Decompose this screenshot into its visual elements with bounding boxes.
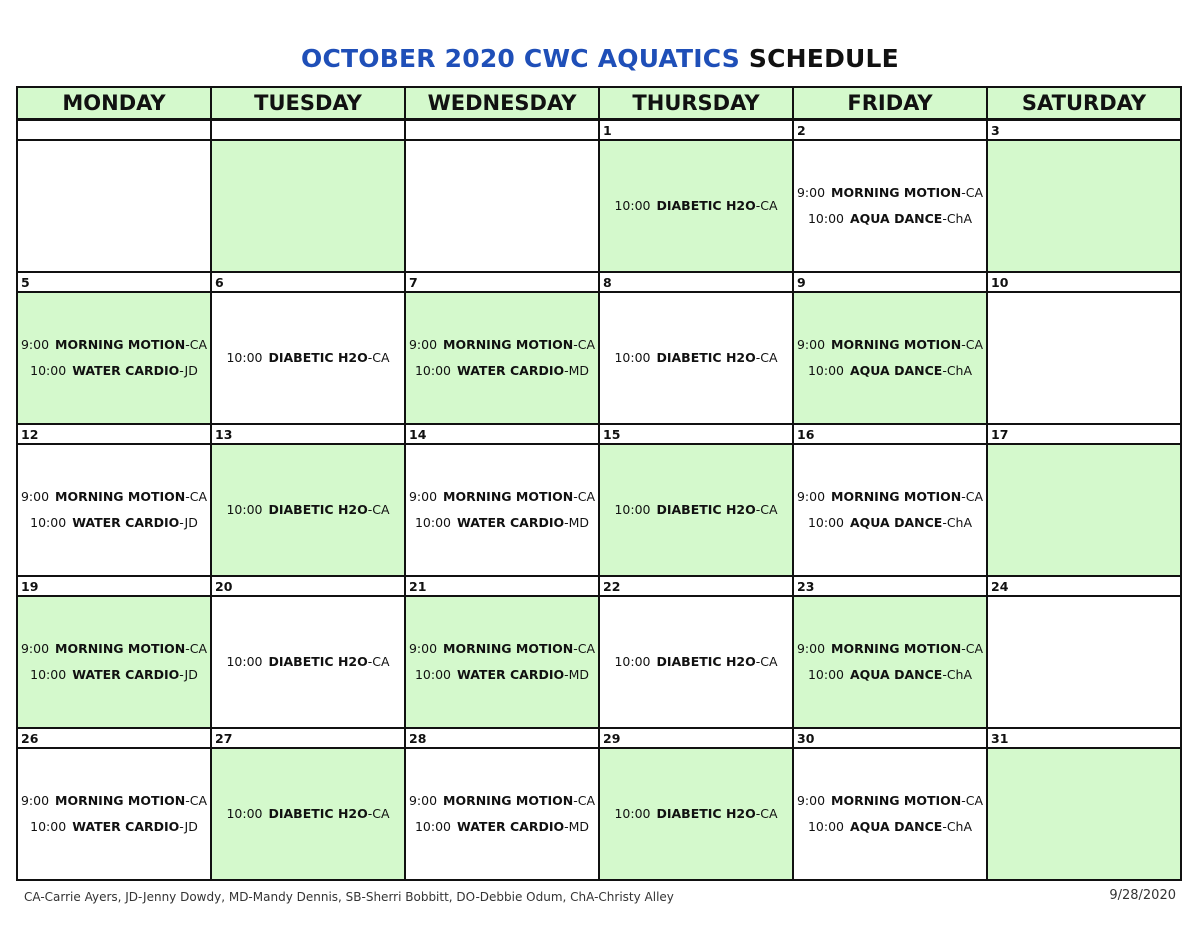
day-cell — [211, 140, 405, 272]
title-blue-part: OCTOBER 2020 CWC AQUATICS — [301, 44, 741, 73]
class-entry — [406, 332, 598, 358]
class-name: DIABETIC H2O — [656, 350, 756, 365]
day-cell — [599, 596, 793, 728]
date-number: 19 — [17, 576, 211, 596]
date-number-row — [17, 120, 1181, 141]
day-cell — [987, 596, 1181, 728]
class-name: DIABETIC H2O — [656, 198, 756, 213]
class-instructor: -CA — [367, 654, 390, 669]
class-instructor: -CA — [367, 806, 390, 821]
class-time: 10:00 — [226, 502, 263, 517]
class-entry — [794, 814, 986, 840]
class-name: MORNING MOTION — [443, 489, 574, 504]
class-instructor: -ChA — [942, 819, 973, 834]
day-cell — [987, 748, 1181, 880]
class-instructor: -CA — [755, 654, 778, 669]
class-instructor: -ChA — [942, 515, 973, 530]
class-time: 9:00 — [408, 337, 438, 352]
class-instructor: -MD — [564, 819, 590, 834]
date-number: 14 — [405, 424, 599, 444]
class-instructor: -CA — [961, 337, 984, 352]
class-instructor: -MD — [564, 363, 590, 378]
class-time: 10:00 — [30, 819, 67, 834]
class-instructor: -CA — [185, 641, 208, 656]
date-number: 9 — [793, 272, 987, 292]
day-cell — [211, 292, 405, 424]
class-instructor: -JD — [179, 515, 198, 530]
date-number: 31 — [987, 728, 1181, 748]
class-entry — [18, 510, 210, 536]
date-number: 27 — [211, 728, 405, 748]
class-instructor: -JD — [179, 819, 198, 834]
date-number: 12 — [17, 424, 211, 444]
class-instructor: -JD — [179, 363, 198, 378]
class-entry — [406, 788, 598, 814]
class-entry — [18, 358, 210, 384]
week-row — [17, 748, 1181, 880]
class-time: 10:00 — [30, 363, 67, 378]
class-entry — [18, 662, 210, 688]
date-number: 23 — [793, 576, 987, 596]
class-name: MORNING MOTION — [55, 793, 186, 808]
date-number: 2 — [793, 120, 987, 141]
weekday-header-row — [17, 87, 1181, 120]
week-row — [17, 444, 1181, 576]
day-cell — [211, 596, 405, 728]
class-instructor: -CA — [573, 489, 596, 504]
class-time: 10:00 — [614, 198, 651, 213]
class-name: DIABETIC H2O — [268, 806, 368, 821]
class-instructor: -CA — [185, 793, 208, 808]
date-number: 10 — [987, 272, 1181, 292]
class-instructor: -CA — [755, 806, 778, 821]
class-name: DIABETIC H2O — [268, 502, 368, 517]
class-name: WATER CARDIO — [457, 667, 565, 682]
date-number-row — [17, 576, 1181, 596]
date-number: 1 — [599, 120, 793, 141]
class-instructor: -CA — [367, 502, 390, 517]
class-instructor: -CA — [755, 350, 778, 365]
date-number: 16 — [793, 424, 987, 444]
date-number: 28 — [405, 728, 599, 748]
class-time: 9:00 — [796, 337, 826, 352]
class-instructor: -ChA — [942, 211, 973, 226]
class-name: WATER CARDIO — [457, 515, 565, 530]
class-entry — [600, 649, 792, 675]
class-name: MORNING MOTION — [55, 641, 186, 656]
date-number: 29 — [599, 728, 793, 748]
class-entry — [18, 788, 210, 814]
class-entry — [18, 636, 210, 662]
class-name: MORNING MOTION — [831, 185, 962, 200]
day-cell — [405, 748, 599, 880]
class-time: 10:00 — [414, 819, 451, 834]
class-instructor: -CA — [185, 489, 208, 504]
date-number: 6 — [211, 272, 405, 292]
date-number — [405, 120, 599, 141]
date-number: 17 — [987, 424, 1181, 444]
class-name: MORNING MOTION — [831, 793, 962, 808]
class-entry — [794, 788, 986, 814]
class-name: MORNING MOTION — [55, 337, 186, 352]
day-header-saturday: SATURDAY — [987, 87, 1181, 120]
date-number: 5 — [17, 272, 211, 292]
class-entry — [406, 510, 598, 536]
class-name: AQUA DANCE — [849, 515, 943, 530]
week-row — [17, 140, 1181, 272]
class-name: MORNING MOTION — [831, 489, 962, 504]
date-number-row — [17, 424, 1181, 444]
day-header-thursday: THURSDAY — [599, 87, 793, 120]
class-entry — [794, 358, 986, 384]
class-name: WATER CARDIO — [72, 667, 180, 682]
class-name: MORNING MOTION — [831, 641, 962, 656]
class-name: AQUA DANCE — [849, 667, 943, 682]
class-name: AQUA DANCE — [849, 363, 943, 378]
class-name: DIABETIC H2O — [656, 502, 756, 517]
date-number-row — [17, 728, 1181, 748]
class-instructor: -ChA — [942, 363, 973, 378]
date-number: 26 — [17, 728, 211, 748]
class-name: WATER CARDIO — [72, 515, 180, 530]
day-cell — [987, 140, 1181, 272]
day-header-tuesday: TUESDAY — [211, 87, 405, 120]
class-name: MORNING MOTION — [443, 641, 574, 656]
class-entry — [794, 662, 986, 688]
class-entry — [600, 497, 792, 523]
class-entry — [406, 358, 598, 384]
title-black-part: SCHEDULE — [748, 44, 899, 73]
class-entry — [406, 484, 598, 510]
week-row — [17, 596, 1181, 728]
date-number: 30 — [793, 728, 987, 748]
class-time: 10:00 — [414, 363, 451, 378]
date-number: 3 — [987, 120, 1181, 141]
class-entry — [18, 332, 210, 358]
class-instructor: -CA — [755, 502, 778, 517]
day-cell — [17, 292, 211, 424]
date-number: 20 — [211, 576, 405, 596]
day-cell — [987, 444, 1181, 576]
class-entry — [794, 332, 986, 358]
class-entry — [212, 497, 404, 523]
class-time: 10:00 — [614, 806, 651, 821]
class-instructor: -CA — [961, 185, 984, 200]
class-name: DIABETIC H2O — [268, 654, 368, 669]
day-cell — [17, 596, 211, 728]
class-time: 10:00 — [226, 654, 263, 669]
class-time: 10:00 — [414, 515, 451, 530]
class-time: 9:00 — [20, 641, 50, 656]
class-entry — [794, 206, 986, 232]
page-title — [0, 44, 1200, 73]
revision-date: 9/28/2020 — [1109, 888, 1176, 903]
class-name: AQUA DANCE — [849, 819, 943, 834]
class-entry — [794, 484, 986, 510]
day-cell — [17, 748, 211, 880]
class-entry — [212, 801, 404, 827]
class-time: 10:00 — [614, 654, 651, 669]
day-header-friday: FRIDAY — [793, 87, 987, 120]
instructor-legend: CA-Carrie Ayers, JD-Jenny Dowdy, MD-Mandy Dennis, SB-Sherri Bobbitt, DO-Debbie Odum, ChA-Christy Alley — [24, 890, 674, 904]
class-entry — [406, 662, 598, 688]
day-cell — [793, 596, 987, 728]
day-header-monday: MONDAY — [17, 87, 211, 120]
class-time: 9:00 — [796, 185, 826, 200]
day-cell — [793, 140, 987, 272]
day-cell — [211, 748, 405, 880]
class-instructor: -CA — [573, 641, 596, 656]
class-instructor: -CA — [367, 350, 390, 365]
class-time: 10:00 — [30, 667, 67, 682]
class-name: DIABETIC H2O — [268, 350, 368, 365]
day-cell — [793, 444, 987, 576]
class-name: WATER CARDIO — [72, 819, 180, 834]
class-entry — [794, 180, 986, 206]
class-entry — [600, 193, 792, 219]
class-instructor: -ChA — [942, 667, 973, 682]
class-time: 10:00 — [807, 667, 844, 682]
class-instructor: -MD — [564, 515, 590, 530]
day-cell — [405, 140, 599, 272]
class-time: 10:00 — [226, 350, 263, 365]
class-name: MORNING MOTION — [443, 793, 574, 808]
class-instructor: -JD — [179, 667, 198, 682]
date-number — [17, 120, 211, 141]
class-name: MORNING MOTION — [443, 337, 574, 352]
class-name: MORNING MOTION — [55, 489, 186, 504]
day-cell — [17, 444, 211, 576]
date-number-row — [17, 272, 1181, 292]
day-cell — [599, 140, 793, 272]
day-header-wednesday: WEDNESDAY — [405, 87, 599, 120]
class-time: 9:00 — [796, 641, 826, 656]
day-cell — [599, 748, 793, 880]
class-time: 10:00 — [807, 819, 844, 834]
class-name: WATER CARDIO — [72, 363, 180, 378]
class-time: 10:00 — [614, 502, 651, 517]
class-entry — [794, 636, 986, 662]
class-time: 9:00 — [20, 793, 50, 808]
class-time: 9:00 — [20, 337, 50, 352]
class-time: 9:00 — [20, 489, 50, 504]
class-entry — [794, 510, 986, 536]
class-time: 10:00 — [807, 363, 844, 378]
date-number: 15 — [599, 424, 793, 444]
day-cell — [405, 596, 599, 728]
class-instructor: -CA — [185, 337, 208, 352]
class-name: DIABETIC H2O — [656, 806, 756, 821]
day-cell — [987, 292, 1181, 424]
class-entry — [212, 345, 404, 371]
date-number: 7 — [405, 272, 599, 292]
class-time: 10:00 — [226, 806, 263, 821]
class-time: 10:00 — [414, 667, 451, 682]
class-name: WATER CARDIO — [457, 363, 565, 378]
class-instructor: -CA — [961, 489, 984, 504]
class-time: 10:00 — [807, 211, 844, 226]
class-time: 10:00 — [30, 515, 67, 530]
class-time: 9:00 — [796, 793, 826, 808]
class-instructor: -CA — [961, 793, 984, 808]
day-cell — [17, 140, 211, 272]
class-entry — [600, 801, 792, 827]
class-entry — [212, 649, 404, 675]
class-entry — [18, 814, 210, 840]
date-number: 21 — [405, 576, 599, 596]
day-cell — [405, 444, 599, 576]
day-cell — [793, 292, 987, 424]
class-name: AQUA DANCE — [849, 211, 943, 226]
day-cell — [793, 748, 987, 880]
class-instructor: -CA — [961, 641, 984, 656]
class-entry — [406, 814, 598, 840]
class-time: 9:00 — [408, 793, 438, 808]
date-number: 13 — [211, 424, 405, 444]
class-instructor: -CA — [573, 337, 596, 352]
date-number — [211, 120, 405, 141]
class-name: WATER CARDIO — [457, 819, 565, 834]
date-number: 24 — [987, 576, 1181, 596]
class-entry — [600, 345, 792, 371]
class-name: MORNING MOTION — [831, 337, 962, 352]
class-time: 10:00 — [807, 515, 844, 530]
day-cell — [211, 444, 405, 576]
class-instructor: -CA — [573, 793, 596, 808]
class-entry — [18, 484, 210, 510]
day-cell — [405, 292, 599, 424]
class-name: DIABETIC H2O — [656, 654, 756, 669]
class-instructor: -CA — [755, 198, 778, 213]
class-time: 10:00 — [614, 350, 651, 365]
class-instructor: -MD — [564, 667, 590, 682]
class-time: 9:00 — [796, 489, 826, 504]
date-number: 8 — [599, 272, 793, 292]
class-time: 9:00 — [408, 641, 438, 656]
date-number: 22 — [599, 576, 793, 596]
week-row — [17, 292, 1181, 424]
day-cell — [599, 292, 793, 424]
class-entry — [406, 636, 598, 662]
class-time: 9:00 — [408, 489, 438, 504]
calendar-grid — [16, 86, 1182, 881]
day-cell — [599, 444, 793, 576]
